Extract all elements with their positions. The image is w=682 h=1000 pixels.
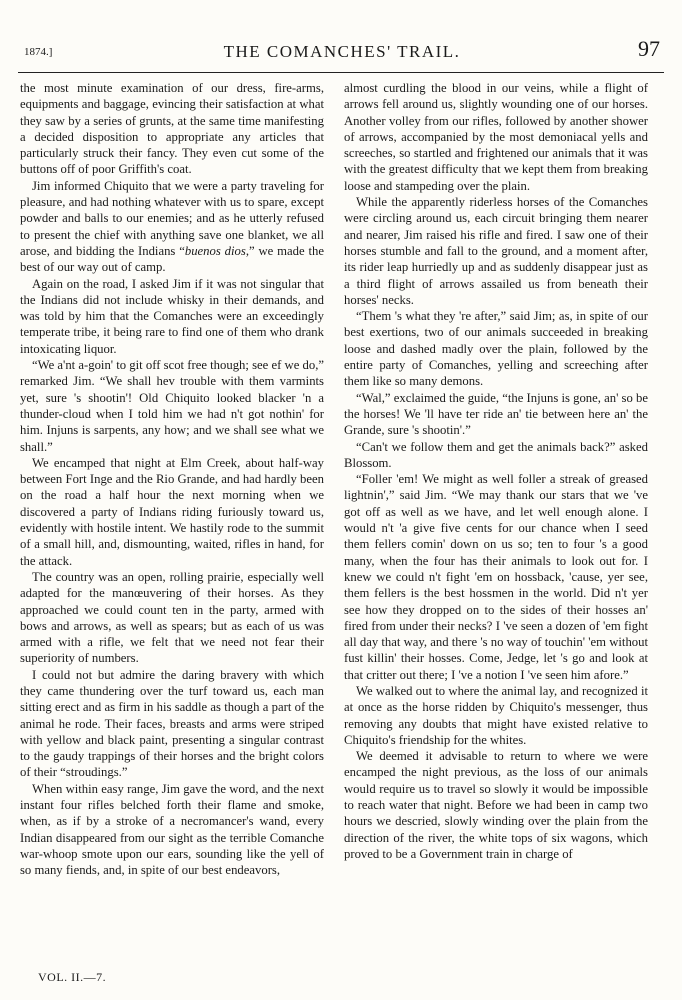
paragraph: While the apparently riderless horses of the Comanches were circling around us, each circuit bringing them nearer and nearer, Jim raised his rifle and fired. I saw one of their horses stumble and fall to the ground, and a moment after, its rider leap hurriedly up and as suddenly disappear just as a third flight of arrows assailed us from beneath their horses' necks. — [344, 195, 648, 307]
paragraph: the most minute examination of our dress, fire-arms, equipments and baggage, evincing their satisfaction at what they saw by a series of grunts, at the same time manifesting a decided disposition to appropriate any articles that particularly struck their fancy. They even cut some of the buttons off of poor Griffith's coat. — [20, 81, 324, 177]
paragraph: We walked out to where the animal lay, and recognized it at once as the horse ridden by Chiquito's messenger, thus removing any doubts that might have existed relative to Chiquito's friendship for the whites. — [344, 683, 648, 747]
paragraph: The country was an open, rolling prairie, especially well adapted for the manœuvering of their horses. As they approached we could count ten in the party, armed with bows and arrows, as well as spears; but as each of us was armed with a rifle, we felt that we need not fear their superiority of numbers. — [20, 569, 324, 666]
right-column — [344, 80, 648, 862]
header-rule — [18, 72, 664, 73]
paragraph: I could not but admire the daring bravery with which they came thundering over the turf toward us, each man sitting erect and as firm in his saddle as though a part of the animal he rode. Their faces, breasts and arms were striped with yellow and black paint, presenting a singular contrast to the gaudy trappings of their horses and the bright colors of their “stroudings.” — [20, 667, 324, 780]
paragraph: “Foller 'em! We might as well foller a streak of greased lightnin',” said Jim. “We may thank our stars that we 've got off as well as we have, and let well enough alone. I would n't 'a give five cents for our chance when I seed them fellers comin' down on us so; ten to four 's a good many, when the four has their animals to look out for. I knew we could n't fight 'em on hossback, 'cause, yer see, them fellers is the best hossmen in the world. Did n't yer see how they dropped on to the sides of their hosses an' fired from under their necks? I 've seen a dozen of 'em fight all day that way, and there 's no way of touchin' 'em without fust killin' their hosses. Come, Jedge, let 's go and look at that critter out there; I 've a notion I 've seen him afore.” — [344, 472, 648, 682]
issue-date: 1874.] — [24, 46, 53, 58]
paragraph: We deemed it advisable to return to where we were encamped the night previous, as the loss of our animals would require us to travel so slowly it would be impossible to reach water that night. Before we had been in camp two hours we descried, slowly winding over the plain from the direction of the river, the white tops of six wagons, which proved to be a Government train in charge of — [344, 749, 648, 861]
signature-mark: VOL. II.—7. — [38, 970, 107, 984]
paragraph: “We a'nt a-goin' to git off scot free though; see ef we do,” remarked Jim. “We shall hev trouble with them varmints yet, sure 's shootin'! Old Chiquito looked blacker 'n a thunder-cloud when I told him we had n't got nothin' for him. Injuns is sarpents, any how; and we shall see what we shall.” — [20, 358, 324, 454]
paragraph: “Them 's what they 're after,” said Jim; as, in spite of our best exertions, two of our animals succeeded in breaking loose and dashed madly over the plain, followed by the entire party of Comanches, yelling and screeching after them like so many demons. — [344, 309, 648, 389]
paragraph: Jim informed Chiquito that we were a party traveling for pleasure, and had nothing whatever with us to spare, except powder and balls to our enemies; and as he utterly refused to present the chief with anything save one blanket, we all arose, and bidding the Indians “buenos dios,” we made the best of our way out of camp. — [20, 178, 325, 275]
page-header — [24, 36, 660, 66]
paragraph: “Can't we follow them and get the animals back?” asked Blossom. — [344, 439, 648, 470]
paragraph: We encamped that night at Elm Creek, about half-way between Fort Inge and the Rio Grande, and had hardly been on the road a half hour the next morning when we discovered a party of Indians riding furiously toward us, evidently with hostile intent. We hastily rode to the summit of a small hill, and, dismounting, waited, rifles in hand, for the attack. — [20, 455, 324, 568]
page-number: 97 — [638, 36, 660, 61]
paragraph: When within easy range, Jim gave the word, and the next instant four rifles belched forth their flame and smoke, when, as if by a stroke of a necromancer's wand, every Indian disappeared from our sight as the terrible Comanche war-whoop smote upon our ears, sounding like the yell of so many fiends, and, in spite of our best endeavors, — [20, 781, 324, 878]
paragraph: almost curdling the blood in our veins, while a flight of arrows fell around us, slightly wounding one of our horses. Another volley from our rifles, followed by another shower of arrows, accompanied by the most demoniacal yells and screeches, so startled and frightened our animals that it was with the greatest difficulty that we kept them from breaking loose and stampeding over the plain. — [344, 81, 648, 193]
left-column — [20, 80, 324, 879]
running-title: THE COMANCHES' TRAIL. — [223, 42, 461, 61]
paragraph: “Wal,” exclaimed the guide, “the Injuns is gone, an' so be the horses! We 'll have ter ride an' tie between here an' the Grande, sure 's shootin'.” — [344, 390, 648, 438]
paragraph: Again on the road, I asked Jim if it was not singular that the Indians did not include whisky in their demands, and was told by him that the Comanches were an exceedingly temperate tribe, it being rare to find one of them who drank intoxicating liquor. — [20, 276, 324, 356]
